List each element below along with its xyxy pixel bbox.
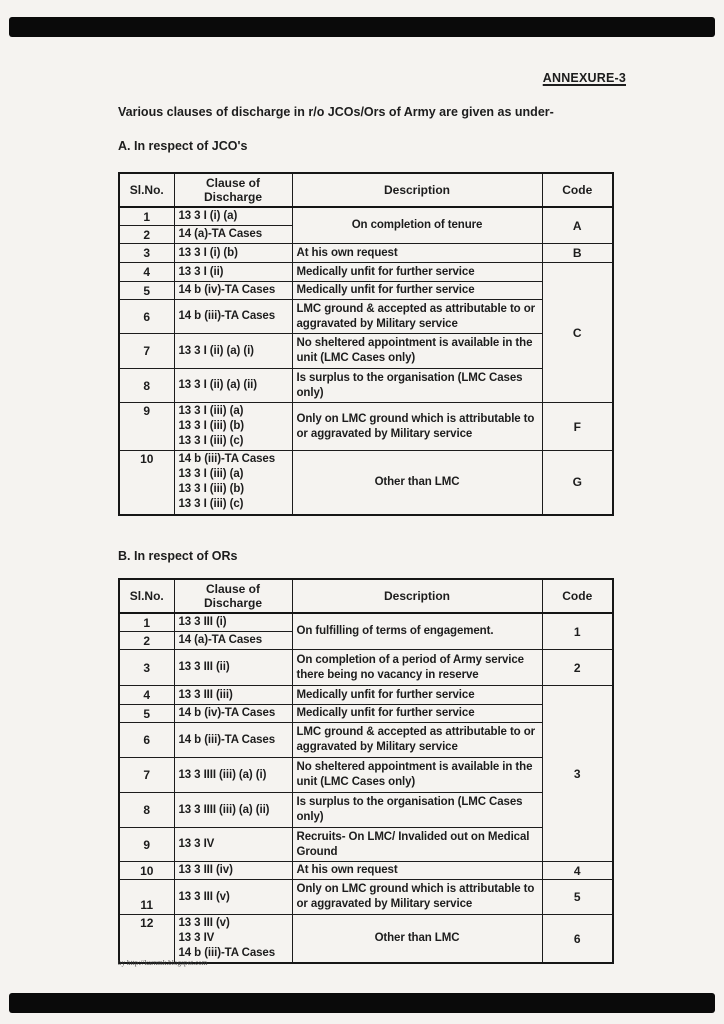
description-line: there being no vacancy in reserve	[296, 668, 479, 681]
table-row	[119, 300, 613, 334]
clause-line: 13 3 IIII (iii) (a) (ii)	[178, 803, 270, 816]
jco-discharge-table	[118, 172, 614, 516]
clause-line: 13 3 I (iii) (b)	[178, 483, 244, 496]
description-cell	[292, 862, 542, 880]
clause-cell	[174, 723, 292, 758]
slno-cell: 1	[119, 207, 174, 226]
clause-line: 13 3 IV	[178, 932, 215, 944]
or-discharge-table	[118, 578, 614, 964]
clause-line: 14 b (iv)-TA Cases	[178, 284, 276, 296]
description-line: At his own request	[296, 246, 398, 259]
description-cell	[292, 369, 542, 403]
table-header-row	[119, 579, 613, 613]
clause-line: 13 3 III (iv)	[178, 864, 233, 876]
clause-cell	[174, 650, 292, 686]
slno-cell: 6	[119, 723, 174, 758]
table-row	[119, 828, 613, 862]
clause-line: 13 3 I (iii) (b)	[178, 420, 244, 432]
clause-line: 13 3 I (ii) (a) (ii)	[178, 379, 258, 391]
clause-line: 14 b (iii)-TA Cases	[178, 733, 276, 746]
clause-cell	[174, 334, 292, 369]
description-line: No sheltered appointment is available in the	[296, 761, 533, 773]
code-cell: G	[542, 451, 613, 515]
col-header-slno: Sl.No.	[119, 579, 174, 613]
table-row	[119, 244, 613, 263]
clause-cell	[174, 915, 292, 964]
clause-cell	[174, 705, 292, 723]
table-row	[119, 613, 613, 632]
clause-cell	[174, 862, 292, 880]
clause-line: 13 3 I (iii) (a)	[178, 468, 244, 481]
table-row	[119, 758, 613, 793]
code-cell: A	[542, 207, 613, 244]
clause-cell	[174, 686, 292, 705]
clause-cell	[174, 758, 292, 793]
description-cell	[292, 263, 542, 282]
description-line: Only on LMC ground which is attributable to	[296, 883, 535, 895]
table-row	[119, 403, 613, 451]
description-line: Is surplus to the organisation (LMC Cases	[296, 371, 523, 384]
col-header-slno: Sl.No.	[119, 173, 174, 207]
table-row	[119, 915, 613, 964]
description-cell	[292, 403, 542, 451]
col-header-code: Code	[542, 579, 613, 613]
code-cell: 5	[542, 880, 613, 915]
table-row	[119, 723, 613, 758]
description-cell	[292, 828, 542, 862]
slno-cell: 2	[119, 226, 174, 244]
description-cell	[292, 915, 542, 964]
col-header-clause: Clause of Discharge	[174, 173, 292, 207]
table-header-row	[119, 173, 613, 207]
section-b-heading: B. In respect of ORs	[118, 549, 238, 563]
clause-cell	[174, 613, 292, 632]
clause-cell	[174, 369, 292, 403]
description-line: Other than LMC	[374, 932, 460, 944]
description-line: LMC ground & accepted as attributable to or	[296, 726, 535, 738]
description-cell	[292, 705, 542, 723]
code-cell: F	[542, 403, 613, 451]
description-cell	[292, 207, 542, 244]
annexure-label: ANNEXURE-3	[542, 71, 626, 85]
description-line: or aggravated by Military service	[296, 427, 473, 440]
clause-line: 13 3 III (iii)	[178, 688, 233, 701]
clause-cell	[174, 793, 292, 828]
scan-artifact-bottom-bar	[9, 993, 715, 1013]
col-header-description: Description	[292, 173, 542, 207]
col-header-clause: Clause of Discharge	[174, 579, 292, 613]
slno-cell: 5	[119, 282, 174, 300]
clause-cell	[174, 263, 292, 282]
clause-cell	[174, 403, 292, 451]
clause-cell	[174, 207, 292, 226]
clause-line: 13 3 I (i) (a)	[178, 210, 238, 222]
clause-line: 13 3 III (v)	[178, 890, 230, 903]
clause-cell	[174, 300, 292, 334]
slno-cell: 7	[119, 334, 174, 369]
slno-cell: 4	[119, 686, 174, 705]
footer-credit: by http://karnmk.blogspot.com	[118, 959, 208, 967]
table-row	[119, 451, 613, 515]
description-cell	[292, 723, 542, 758]
clause-cell	[174, 828, 292, 862]
description-cell	[292, 613, 542, 650]
description-line: At his own request	[296, 864, 398, 876]
clause-line: 13 3 III (ii)	[178, 661, 230, 673]
description-cell	[292, 334, 542, 369]
clause-line: 14 b (iii)-TA Cases	[178, 947, 276, 959]
slno-cell: 3	[119, 244, 174, 263]
table-row	[119, 686, 613, 705]
slno-cell: 8	[119, 793, 174, 828]
description-line: or aggravated by Military service	[296, 898, 473, 910]
clause-cell	[174, 451, 292, 515]
table-row	[119, 650, 613, 686]
description-cell	[292, 650, 542, 686]
code-cell: C	[542, 263, 613, 403]
col-header-code: Code	[542, 173, 613, 207]
col-header-description: Description	[292, 579, 542, 613]
table-row	[119, 880, 613, 915]
clause-line: 13 3 I (ii)	[178, 265, 224, 278]
code-cell: 4	[542, 862, 613, 880]
clause-cell	[174, 226, 292, 244]
description-line: unit (LMC Cases only)	[296, 352, 416, 364]
clause-line: 14 b (iv)-TA Cases	[178, 707, 276, 719]
description-cell	[292, 300, 542, 334]
clause-line: 13 3 I (i) (b)	[178, 246, 238, 259]
table-row	[119, 334, 613, 369]
description-line: only)	[296, 386, 324, 399]
table-row	[119, 862, 613, 880]
code-cell: 1	[542, 613, 613, 650]
slno-cell: 11	[119, 880, 174, 915]
code-cell: 6	[542, 915, 613, 964]
slno-cell: 12	[119, 915, 174, 964]
slno-cell: 6	[119, 300, 174, 334]
description-line: Medically unfit for further service	[296, 707, 475, 719]
description-line: unit (LMC Cases only)	[296, 776, 416, 788]
slno-cell: 10	[119, 451, 174, 515]
clause-line: 13 3 I (iii) (c)	[178, 498, 244, 511]
clause-line: 13 3 IV	[178, 838, 215, 850]
description-cell	[292, 758, 542, 793]
description-line: LMC ground & accepted as attributable to or	[296, 302, 535, 315]
table-row	[119, 369, 613, 403]
description-cell	[292, 451, 542, 515]
slno-cell: 9	[119, 828, 174, 862]
clause-line: 14 b (iii)-TA Cases	[178, 310, 276, 322]
description-cell	[292, 686, 542, 705]
table-row	[119, 207, 613, 226]
description-line: aggravated by Military service	[296, 317, 458, 330]
description-line: Only on LMC ground which is attributable to	[296, 412, 535, 425]
clause-line: 13 3 III (i)	[178, 616, 227, 628]
clause-line: 14 b (iii)-TA Cases	[178, 453, 276, 466]
slno-cell: 10	[119, 862, 174, 880]
clause-cell	[174, 244, 292, 263]
code-cell: 2	[542, 650, 613, 686]
code-cell: B	[542, 244, 613, 263]
clause-line: 14 (a)-TA Cases	[178, 228, 263, 240]
slno-cell: 5	[119, 705, 174, 723]
code-cell: 3	[542, 686, 613, 862]
description-line: No sheltered appointment is available in the	[296, 337, 533, 349]
description-line: Medically unfit for further service	[296, 265, 475, 278]
table-row	[119, 793, 613, 828]
slno-cell: 3	[119, 650, 174, 686]
table-row	[119, 282, 613, 300]
clause-cell	[174, 880, 292, 915]
description-line: aggravated by Military service	[296, 741, 458, 753]
clause-line: 13 3 I (ii) (a) (i)	[178, 344, 254, 357]
description-line: On fulfilling of terms of engagement.	[296, 625, 494, 637]
page-title: Various clauses of discharge in r/o JCOs/Ors of Army are given as under-	[118, 105, 554, 119]
table-row	[119, 263, 613, 282]
table-row	[119, 705, 613, 723]
clause-cell	[174, 282, 292, 300]
clause-line: 14 (a)-TA Cases	[178, 634, 263, 646]
description-line: Medically unfit for further service	[296, 284, 475, 296]
slno-cell: 8	[119, 369, 174, 403]
description-line: On completion of tenure	[351, 219, 483, 231]
description-line: Recruits- On LMC/ Invalided out on Medical	[296, 830, 530, 843]
description-line: only)	[296, 811, 324, 823]
slno-cell: 1	[119, 613, 174, 632]
description-cell	[292, 880, 542, 915]
scan-artifact-top-bar	[9, 17, 715, 37]
clause-line: 13 3 III (v)	[178, 917, 230, 929]
description-line: Medically unfit for further service	[296, 688, 475, 701]
slno-cell: 9	[119, 403, 174, 451]
clause-line: 13 3 I (iii) (c)	[178, 435, 244, 447]
description-line: Is surplus to the organisation (LMC Cases	[296, 796, 523, 808]
slno-cell: 4	[119, 263, 174, 282]
description-cell	[292, 282, 542, 300]
description-line: On completion of a period of Army service	[296, 653, 524, 666]
clause-line: 13 3 I (iii) (a)	[178, 405, 244, 417]
description-cell	[292, 244, 542, 263]
description-line: Ground	[296, 845, 338, 858]
description-cell	[292, 793, 542, 828]
section-a-heading: A. In respect of JCO's	[118, 139, 248, 153]
description-line: Other than LMC	[374, 475, 460, 488]
clause-cell	[174, 632, 292, 650]
slno-cell: 7	[119, 758, 174, 793]
slno-cell: 2	[119, 632, 174, 650]
clause-line: 13 3 IIII (iii) (a) (i)	[178, 768, 267, 781]
